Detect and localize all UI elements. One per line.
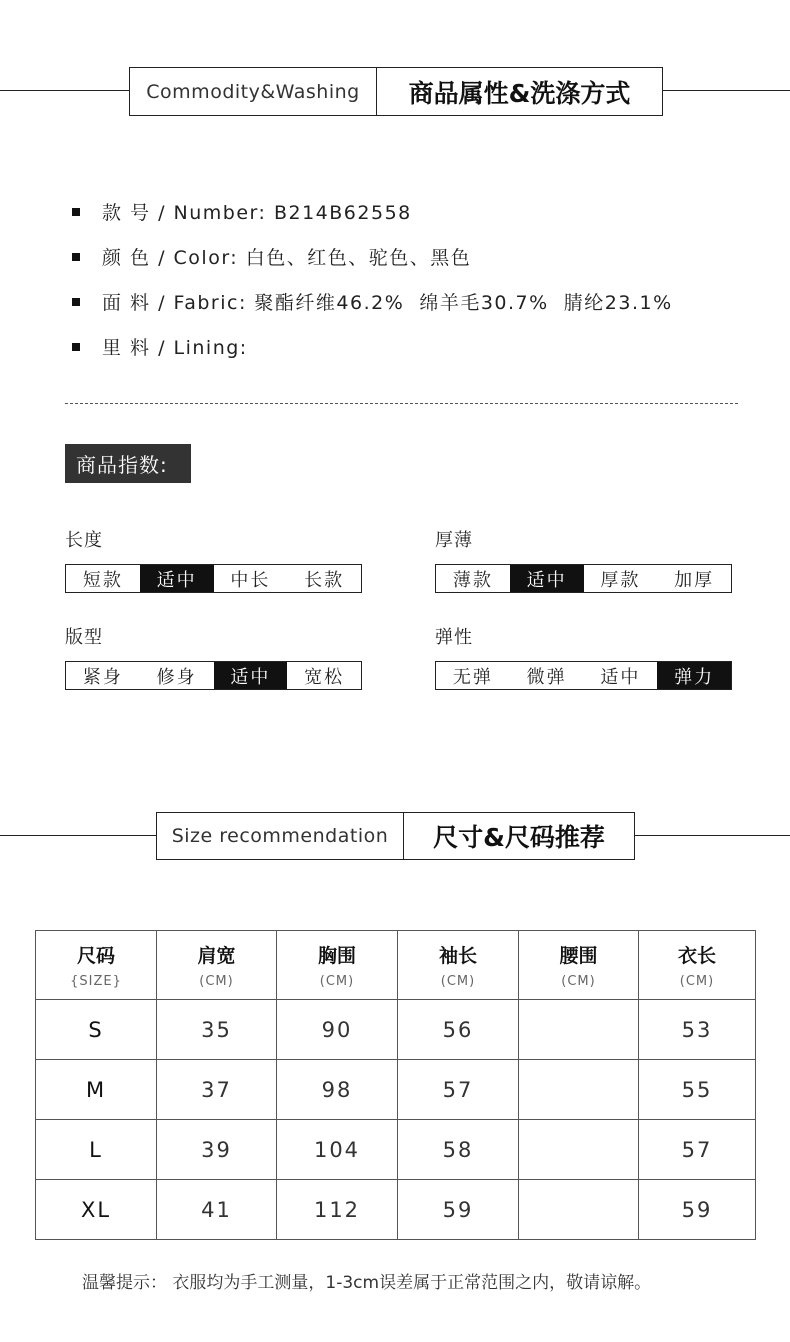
scale-elasticity: [435, 661, 732, 690]
index-label-elasticity: 弹性: [435, 627, 473, 648]
scale-option: 微弹: [526, 666, 567, 688]
bullet-icon: [72, 208, 80, 216]
bullet-icon: [72, 298, 80, 306]
scale-fit: [65, 661, 362, 690]
table-cell: 112: [277, 1180, 398, 1240]
scale-option: 适中: [600, 666, 641, 688]
table-row: [36, 1060, 756, 1120]
divider: [65, 403, 738, 404]
table-cell: L: [36, 1120, 157, 1180]
header-cell: 肩宽 (CM): [157, 931, 277, 1000]
header-cell: 胸围 (CM): [277, 931, 398, 1000]
table-header-row: [36, 931, 756, 1000]
index-label-thickness: 厚薄: [435, 530, 473, 551]
index-label-fit: 版型: [65, 627, 103, 648]
table-cell: [519, 1120, 639, 1180]
scale-option: 中长: [230, 569, 271, 591]
table-cell: 58: [398, 1120, 519, 1180]
section-title-cn: 商品属性&洗涤方式: [408, 78, 631, 108]
scale-option: 加厚: [674, 569, 715, 591]
table-cell: 98: [277, 1060, 398, 1120]
scale-option: 无弹: [452, 666, 493, 688]
scale-option: 宽松: [304, 666, 345, 688]
attr-number: 款 号 / Number: B214B62558: [72, 198, 412, 225]
scale-option: 长款: [304, 569, 345, 591]
table-cell: 90: [277, 1000, 398, 1060]
scale-option-selected: 适中: [140, 565, 214, 592]
scale-option: 紧身: [82, 666, 123, 688]
measurement-note: 温馨提示： 衣服均为手工测量，1-3cm误差属于正常范围之内，敬请谅解。: [82, 1273, 652, 1293]
section-title-en: Commodity&Washing: [130, 68, 377, 115]
scale-thickness: [435, 564, 732, 593]
scale-option-selected: 适中: [510, 565, 584, 592]
table-cell: 37: [157, 1060, 277, 1120]
scale-option: 修身: [156, 666, 197, 688]
index-title: 商品指数:: [65, 444, 191, 483]
table-row: [36, 1000, 756, 1060]
table-cell: M: [36, 1060, 157, 1120]
table-cell: 35: [157, 1000, 277, 1060]
table-cell: 59: [398, 1180, 519, 1240]
header-line-right: [660, 90, 790, 91]
header-cell: 腰围 (CM): [519, 931, 639, 1000]
table-cell: 39: [157, 1120, 277, 1180]
header-line-right: [632, 835, 790, 836]
table-cell: [519, 1060, 639, 1120]
header-line-left: [0, 835, 157, 836]
attr-color: 颜 色 / Color: 白色、红色、驼色、黑色: [72, 243, 471, 270]
index-label-length: 长度: [65, 530, 103, 551]
table-cell: [519, 1180, 639, 1240]
table-cell: 55: [639, 1060, 756, 1120]
scale-length: [65, 564, 362, 593]
table-cell: [519, 1000, 639, 1060]
table-cell: 104: [277, 1120, 398, 1180]
table-cell: 56: [398, 1000, 519, 1060]
table-cell: 53: [639, 1000, 756, 1060]
header-cell: 袖长 (CM): [398, 931, 519, 1000]
section-title-en: Size recommendation: [157, 813, 404, 859]
table-cell: S: [36, 1000, 157, 1060]
scale-option-selected: 适中: [214, 662, 288, 689]
attr-lining: 里 料 / Lining:: [72, 333, 248, 360]
table-cell: 59: [639, 1180, 756, 1240]
scale-option: 短款: [82, 569, 123, 591]
header-cell: 衣长 (CM): [639, 931, 756, 1000]
header-line-left: [0, 90, 130, 91]
section-title-commodity: [129, 67, 663, 116]
scale-option: 厚款: [600, 569, 641, 591]
header-cell: 尺码 {SIZE}: [36, 931, 157, 1000]
bullet-icon: [72, 253, 80, 261]
table-row: [36, 1180, 756, 1240]
bullet-icon: [72, 343, 80, 351]
attr-fabric: 面 料 / Fabric: 聚酯纤维46.2% 绵羊毛30.7% 腈纶23.1%: [72, 288, 673, 315]
section-title-size: [156, 812, 635, 860]
section-title-cn: 尺寸&尺码推荐: [433, 823, 605, 852]
table-cell: 57: [398, 1060, 519, 1120]
scale-option-selected: 弹力: [657, 662, 731, 689]
table-cell: XL: [36, 1180, 157, 1240]
table-cell: 41: [157, 1180, 277, 1240]
table-row: [36, 1120, 756, 1180]
size-table: [35, 930, 756, 1240]
table-cell: 57: [639, 1120, 756, 1180]
scale-option: 薄款: [452, 569, 493, 591]
